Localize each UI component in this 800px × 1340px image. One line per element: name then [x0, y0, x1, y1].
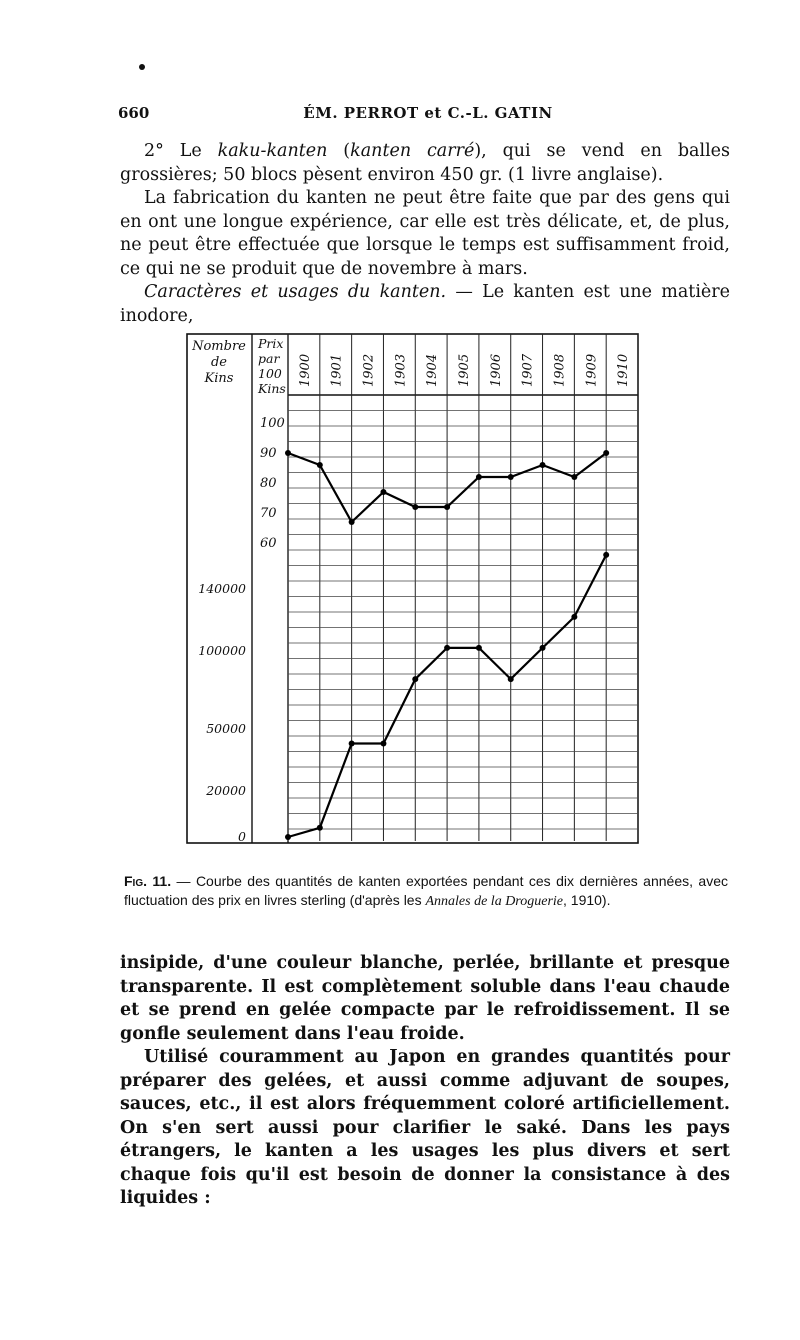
quantity-tick-label: 20000	[206, 783, 246, 798]
quantity-data-point	[349, 740, 355, 746]
quantity-header-line: Kins	[204, 371, 234, 386]
quantity-tick-label: 50000	[206, 721, 246, 736]
year-label-1906: 1906	[488, 353, 504, 387]
price-data-point	[571, 474, 577, 480]
printed-dot	[139, 64, 145, 70]
quantity-data-point	[380, 740, 386, 746]
quantity-data-point	[317, 825, 323, 831]
year-label-1903: 1903	[393, 353, 409, 387]
year-label-1905: 1905	[457, 353, 472, 387]
year-label-1907: 1907	[520, 353, 536, 387]
price-data-point	[317, 462, 323, 468]
paragraph-utilise: Utilisé couramment au Japon en grandes quantités pour préparer des gelées, et aussi comme adjuvant de soupes, sauces, etc., il est alors fréquemment coloré artificiellement. On s'en sert aussi pour clarifier le saké. Dans les pays étrangers, le kanten a les usages les plus divers et sert chaque fois qu'il est besoin de donner la consistance à des liquides :	[120, 1047, 730, 1208]
price-data-point	[380, 489, 386, 495]
price-data-point	[444, 504, 450, 510]
figure-label: Fig. 11.	[124, 873, 172, 889]
price-data-point	[476, 474, 482, 480]
quantity-tick-label: 140000	[198, 581, 246, 596]
quantity-data-point	[540, 645, 546, 651]
paragraph-insipide: insipide, d'une couleur blanche, perlée, brillante et presque transparente. Il est complètement soluble dans l'eau chaude et se prend en gelée compacte par le refroidissement. Il se gonfle seulement dans l'eau froide.	[120, 953, 730, 1044]
price-header-line: Prix	[258, 336, 284, 351]
price-tick-label: 60	[260, 536, 277, 551]
price-data-point	[508, 474, 514, 480]
quantity-tick-label: 0	[238, 829, 246, 844]
year-label-1904: 1904	[425, 353, 441, 387]
year-label-1900: 1900	[297, 353, 313, 387]
price-data-point	[540, 462, 546, 468]
running-head: ÉM. PERROT et C.-L. GATIN	[303, 104, 553, 122]
price-header-line: Kins	[258, 381, 286, 396]
price-data-point	[349, 519, 355, 525]
price-data-point	[603, 450, 609, 456]
page-header	[118, 104, 738, 128]
quantity-header-line: de	[210, 355, 228, 370]
quantity-data-point	[571, 614, 577, 620]
paragraph-kaku-kanten: 2° Le kaku-kanten (kanten carré), qui se vend en balles grossières; 50 blocs pèsent environ 450 gr. (1 livre anglaise).	[120, 141, 731, 185]
price-header-line: 100	[258, 366, 282, 381]
top-text-block	[120, 140, 730, 328]
year-label-1902: 1902	[361, 353, 377, 387]
year-label-1910: 1910	[616, 353, 632, 387]
quantity-data-point	[603, 552, 609, 558]
quantity-header-line: Nombre	[192, 339, 246, 354]
year-label-1901: 1901	[329, 353, 345, 387]
price-tick-label: 90	[260, 446, 277, 461]
figure-11-chart	[186, 333, 640, 845]
figure-caption: Fig. 11. — Courbe des quantités de kanten exportées pendant ces dix dernières années, avec fluctuation des prix en livres sterling (d'après les Annales de la Droguerie, 1910).	[124, 873, 728, 909]
quantity-data-point	[285, 834, 291, 840]
price-tick-label: 80	[260, 476, 277, 491]
year-label-1909: 1909	[584, 353, 600, 387]
price-tick-label: 70	[260, 506, 277, 521]
bottom-text-block	[120, 952, 730, 1211]
price-tick-label: 100	[260, 416, 285, 431]
quantity-data-point	[508, 676, 514, 682]
quantity-data-point	[476, 645, 482, 651]
quantity-data-point	[412, 676, 418, 682]
paragraph-fabrication: La fabrication du kanten ne peut être faite que par des gens qui en ont une longue expérience, car elle est très délicate, et, de plus, ne peut être effectuée que lorsque le temps est suffisamment froid, ce qui ne se produit que de novembre à mars.	[120, 188, 730, 279]
page-number: 660	[118, 104, 150, 122]
chart-svg	[186, 333, 640, 845]
paragraph-caracteres: Caractères et usages du kanten. — Le kanten est une matière inodore,	[120, 282, 731, 326]
year-label-1908: 1908	[552, 353, 568, 387]
quantity-data-point	[444, 645, 450, 651]
price-data-point	[412, 504, 418, 510]
price-header-line: par	[258, 351, 280, 366]
price-data-point	[285, 450, 291, 456]
quantity-tick-label: 100000	[198, 643, 246, 658]
